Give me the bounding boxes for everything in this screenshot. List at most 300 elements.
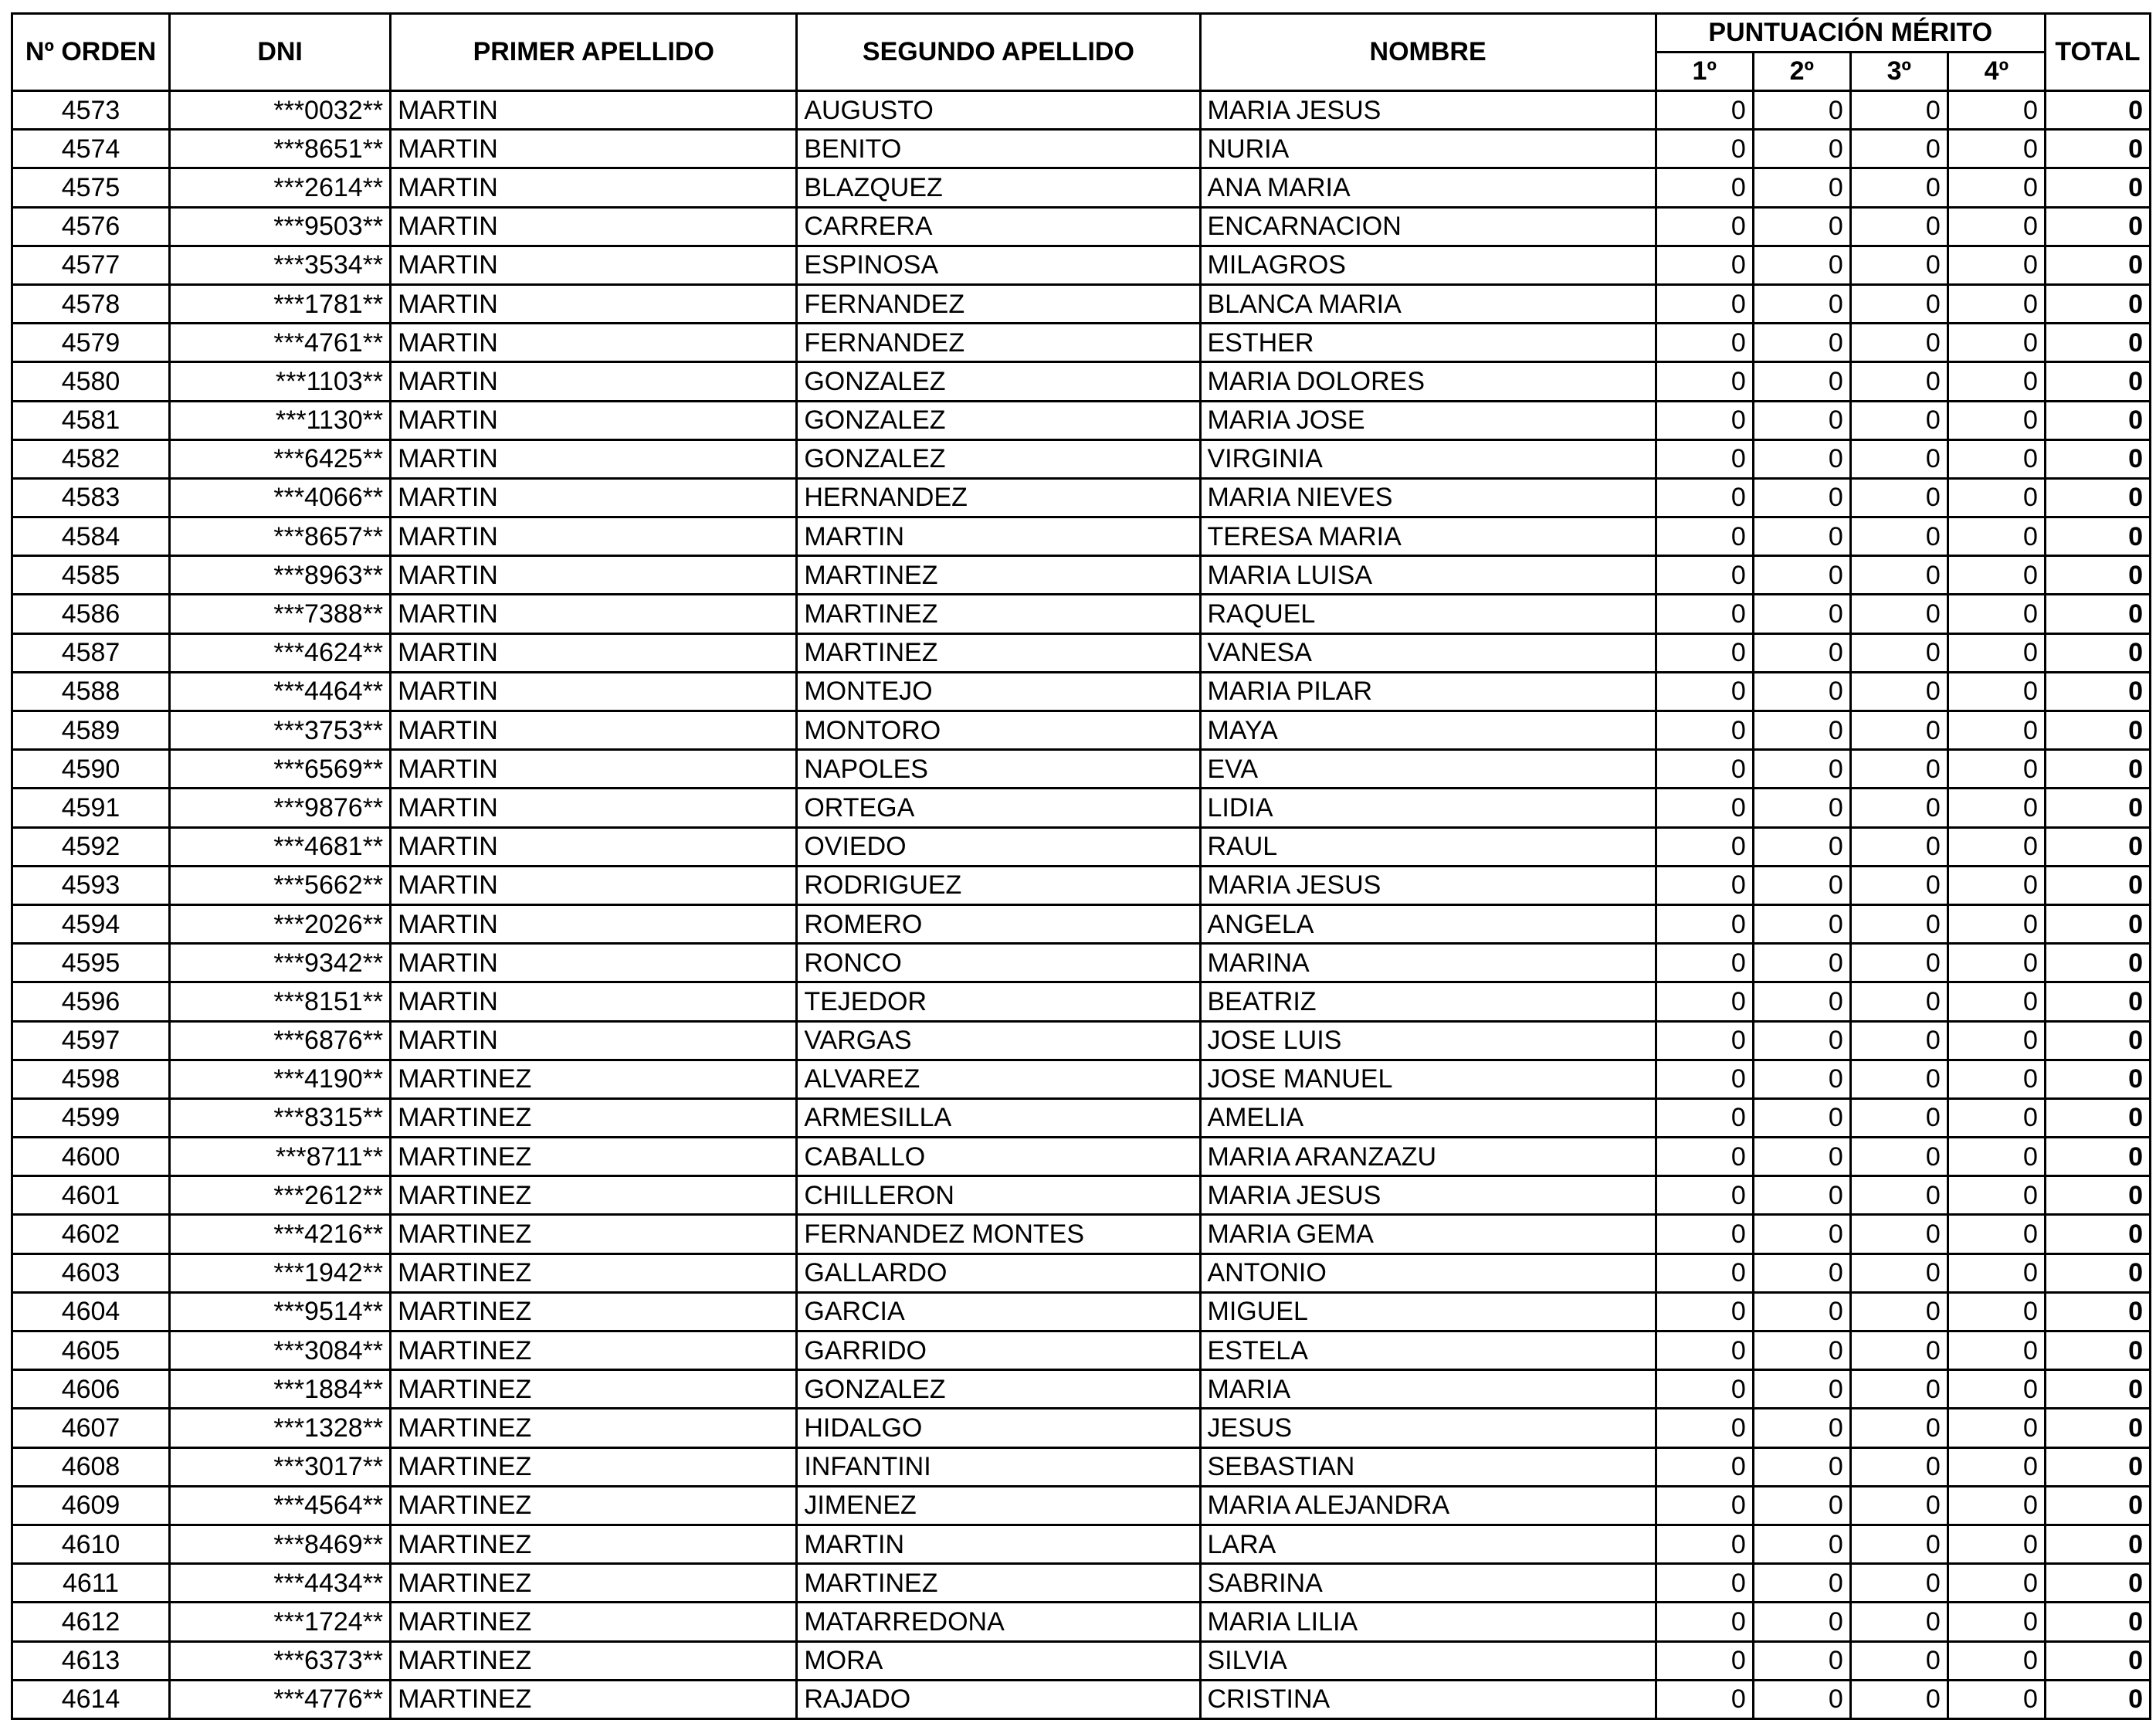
cell-dni: ***1724** xyxy=(170,1603,391,1641)
table-row xyxy=(12,595,2151,633)
cell-merito-1: 0 xyxy=(1656,944,1753,982)
cell-nombre: ESTHER xyxy=(1200,324,1656,362)
cell-total: 0 xyxy=(2045,789,2150,827)
cell-merito-1: 0 xyxy=(1656,324,1753,362)
cell-nombre: BLANCA MARIA xyxy=(1200,284,1656,323)
cell-orden: 4573 xyxy=(12,91,170,130)
cell-nombre: JOSE LUIS xyxy=(1200,1021,1656,1060)
cell-total: 0 xyxy=(2045,556,2150,595)
cell-primer-apellido: MARTIN xyxy=(391,750,797,789)
cell-merito-1: 0 xyxy=(1656,517,1753,556)
cell-merito-2: 0 xyxy=(1753,711,1850,750)
cell-dni: ***3084** xyxy=(170,1331,391,1370)
cell-segundo-apellido: MORA xyxy=(797,1641,1200,1680)
cell-dni: ***9342** xyxy=(170,944,391,982)
cell-dni: ***4761** xyxy=(170,324,391,362)
cell-total: 0 xyxy=(2045,246,2150,284)
cell-merito-1: 0 xyxy=(1656,789,1753,827)
cell-orden: 4585 xyxy=(12,556,170,595)
cell-primer-apellido: MARTIN xyxy=(391,478,797,517)
cell-merito-2: 0 xyxy=(1753,789,1850,827)
cell-orden: 4596 xyxy=(12,982,170,1021)
cell-total: 0 xyxy=(2045,1292,2150,1331)
cell-merito-1: 0 xyxy=(1656,595,1753,633)
cell-primer-apellido: MARTINEZ xyxy=(391,1641,797,1680)
cell-primer-apellido: MARTIN xyxy=(391,633,797,672)
cell-primer-apellido: MARTIN xyxy=(391,595,797,633)
cell-merito-4: 0 xyxy=(1948,284,2045,323)
cell-merito-2: 0 xyxy=(1753,1680,1850,1718)
cell-segundo-apellido: GALLARDO xyxy=(797,1253,1200,1292)
cell-primer-apellido: MARTINEZ xyxy=(391,1525,797,1563)
cell-merito-3: 0 xyxy=(1850,1331,1948,1370)
cell-primer-apellido: MARTIN xyxy=(391,1021,797,1060)
cell-segundo-apellido: RAJADO xyxy=(797,1680,1200,1718)
cell-dni: ***8651** xyxy=(170,130,391,168)
cell-orden: 4601 xyxy=(12,1176,170,1215)
cell-merito-4: 0 xyxy=(1948,1253,2045,1292)
cell-merito-2: 0 xyxy=(1753,1564,1850,1603)
cell-total: 0 xyxy=(2045,401,2150,439)
cell-dni: ***8963** xyxy=(170,556,391,595)
cell-merito-3: 0 xyxy=(1850,1370,1948,1409)
cell-total: 0 xyxy=(2045,130,2150,168)
cell-segundo-apellido: MONTEJO xyxy=(797,672,1200,711)
cell-merito-1: 0 xyxy=(1656,827,1753,866)
cell-nombre: MARIA PILAR xyxy=(1200,672,1656,711)
cell-orden: 4592 xyxy=(12,827,170,866)
cell-segundo-apellido: MARTINEZ xyxy=(797,595,1200,633)
cell-merito-4: 0 xyxy=(1948,1680,2045,1718)
cell-segundo-apellido: OVIEDO xyxy=(797,827,1200,866)
cell-merito-2: 0 xyxy=(1753,1292,1850,1331)
cell-segundo-apellido: BLAZQUEZ xyxy=(797,168,1200,207)
cell-dni: ***8657** xyxy=(170,517,391,556)
cell-merito-3: 0 xyxy=(1850,362,1948,401)
cell-nombre: VIRGINIA xyxy=(1200,439,1656,478)
cell-dni: ***9503** xyxy=(170,207,391,246)
cell-merito-1: 0 xyxy=(1656,1138,1753,1176)
cell-nombre: MARIA DOLORES xyxy=(1200,362,1656,401)
cell-merito-4: 0 xyxy=(1948,711,2045,750)
cell-merito-4: 0 xyxy=(1948,1021,2045,1060)
cell-merito-3: 0 xyxy=(1850,1409,1948,1447)
cell-orden: 4603 xyxy=(12,1253,170,1292)
cell-merito-4: 0 xyxy=(1948,1486,2045,1525)
cell-merito-3: 0 xyxy=(1850,284,1948,323)
cell-dni: ***8151** xyxy=(170,982,391,1021)
cell-segundo-apellido: MARTINEZ xyxy=(797,556,1200,595)
cell-merito-1: 0 xyxy=(1656,1603,1753,1641)
cell-orden: 4602 xyxy=(12,1215,170,1253)
cell-total: 0 xyxy=(2045,1021,2150,1060)
cell-segundo-apellido: MARTIN xyxy=(797,1525,1200,1563)
cell-merito-2: 0 xyxy=(1753,401,1850,439)
cell-merito-2: 0 xyxy=(1753,904,1850,943)
cell-merito-2: 0 xyxy=(1753,982,1850,1021)
cell-merito-3: 0 xyxy=(1850,827,1948,866)
cell-nombre: MARIA JESUS xyxy=(1200,1176,1656,1215)
cell-merito-3: 0 xyxy=(1850,789,1948,827)
table-row xyxy=(12,866,2151,904)
cell-orden: 4591 xyxy=(12,789,170,827)
cell-orden: 4587 xyxy=(12,633,170,672)
cell-orden: 4594 xyxy=(12,904,170,943)
header-row xyxy=(12,14,2151,53)
cell-orden: 4613 xyxy=(12,1641,170,1680)
cell-total: 0 xyxy=(2045,1176,2150,1215)
table-row xyxy=(12,1525,2151,1563)
cell-merito-3: 0 xyxy=(1850,672,1948,711)
cell-merito-1: 0 xyxy=(1656,168,1753,207)
cell-merito-4: 0 xyxy=(1948,168,2045,207)
cell-orden: 4604 xyxy=(12,1292,170,1331)
table-row xyxy=(12,1253,2151,1292)
cell-dni: ***9514** xyxy=(170,1292,391,1331)
cell-merito-2: 0 xyxy=(1753,1603,1850,1641)
cell-dni: ***4190** xyxy=(170,1060,391,1098)
cell-primer-apellido: MARTINEZ xyxy=(391,1292,797,1331)
cell-primer-apellido: MARTIN xyxy=(391,207,797,246)
cell-segundo-apellido: ARMESILLA xyxy=(797,1098,1200,1137)
cell-merito-3: 0 xyxy=(1850,1603,1948,1641)
cell-total: 0 xyxy=(2045,904,2150,943)
cell-nombre: NURIA xyxy=(1200,130,1656,168)
header-puntuacion-merito: PUNTUACIÓN MÉRITO xyxy=(1656,14,2045,53)
table-row xyxy=(12,1603,2151,1641)
cell-total: 0 xyxy=(2045,866,2150,904)
cell-merito-4: 0 xyxy=(1948,207,2045,246)
cell-dni: ***4624** xyxy=(170,633,391,672)
cell-total: 0 xyxy=(2045,168,2150,207)
cell-merito-4: 0 xyxy=(1948,1641,2045,1680)
cell-total: 0 xyxy=(2045,1486,2150,1525)
table-row xyxy=(12,1486,2151,1525)
cell-primer-apellido: MARTIN xyxy=(391,982,797,1021)
cell-segundo-apellido: RONCO xyxy=(797,944,1200,982)
cell-merito-4: 0 xyxy=(1948,1603,2045,1641)
table-row xyxy=(12,1564,2151,1603)
cell-orden: 4579 xyxy=(12,324,170,362)
cell-nombre: MARIA xyxy=(1200,1370,1656,1409)
cell-merito-4: 0 xyxy=(1948,1176,2045,1215)
cell-merito-2: 0 xyxy=(1753,1215,1850,1253)
cell-total: 0 xyxy=(2045,1253,2150,1292)
cell-nombre: MARIA JESUS xyxy=(1200,91,1656,130)
cell-merito-2: 0 xyxy=(1753,246,1850,284)
cell-nombre: MARIA JOSE xyxy=(1200,401,1656,439)
cell-merito-3: 0 xyxy=(1850,1098,1948,1137)
cell-merito-2: 0 xyxy=(1753,517,1850,556)
cell-primer-apellido: MARTIN xyxy=(391,517,797,556)
cell-segundo-apellido: NAPOLES xyxy=(797,750,1200,789)
cell-orden: 4598 xyxy=(12,1060,170,1098)
cell-segundo-apellido: GONZALEZ xyxy=(797,362,1200,401)
cell-merito-1: 0 xyxy=(1656,439,1753,478)
cell-merito-3: 0 xyxy=(1850,982,1948,1021)
table-body xyxy=(12,91,2151,1719)
cell-dni: ***6569** xyxy=(170,750,391,789)
cell-merito-4: 0 xyxy=(1948,517,2045,556)
cell-segundo-apellido: ALVAREZ xyxy=(797,1060,1200,1098)
header-segundo-apellido: SEGUNDO APELLIDO xyxy=(797,14,1200,91)
cell-merito-3: 0 xyxy=(1850,439,1948,478)
cell-merito-4: 0 xyxy=(1948,439,2045,478)
cell-total: 0 xyxy=(2045,1215,2150,1253)
cell-dni: ***4564** xyxy=(170,1486,391,1525)
cell-nombre: RAUL xyxy=(1200,827,1656,866)
cell-primer-apellido: MARTIN xyxy=(391,711,797,750)
table-row xyxy=(12,1370,2151,1409)
cell-merito-4: 0 xyxy=(1948,982,2045,1021)
cell-merito-2: 0 xyxy=(1753,168,1850,207)
cell-merito-2: 0 xyxy=(1753,130,1850,168)
cell-merito-1: 0 xyxy=(1656,672,1753,711)
table-row xyxy=(12,1447,2151,1486)
cell-dni: ***6373** xyxy=(170,1641,391,1680)
cell-segundo-apellido: HIDALGO xyxy=(797,1409,1200,1447)
cell-merito-1: 0 xyxy=(1656,1525,1753,1563)
cell-nombre: AMELIA xyxy=(1200,1098,1656,1137)
cell-merito-1: 0 xyxy=(1656,401,1753,439)
cell-merito-2: 0 xyxy=(1753,866,1850,904)
cell-nombre: SABRINA xyxy=(1200,1564,1656,1603)
table-row xyxy=(12,517,2151,556)
cell-merito-1: 0 xyxy=(1656,130,1753,168)
cell-segundo-apellido: GONZALEZ xyxy=(797,1370,1200,1409)
table-row xyxy=(12,1292,2151,1331)
cell-dni: ***9876** xyxy=(170,789,391,827)
cell-segundo-apellido: ORTEGA xyxy=(797,789,1200,827)
cell-dni: ***4216** xyxy=(170,1215,391,1253)
cell-dni: ***7388** xyxy=(170,595,391,633)
table-row xyxy=(12,168,2151,207)
cell-merito-3: 0 xyxy=(1850,1060,1948,1098)
cell-merito-1: 0 xyxy=(1656,556,1753,595)
cell-merito-2: 0 xyxy=(1753,1098,1850,1137)
cell-merito-1: 0 xyxy=(1656,362,1753,401)
table-row xyxy=(12,1176,2151,1215)
cell-merito-1: 0 xyxy=(1656,982,1753,1021)
cell-merito-1: 0 xyxy=(1656,1060,1753,1098)
cell-total: 0 xyxy=(2045,324,2150,362)
cell-merito-1: 0 xyxy=(1656,1564,1753,1603)
cell-total: 0 xyxy=(2045,1564,2150,1603)
cell-merito-4: 0 xyxy=(1948,789,2045,827)
cell-dni: ***1884** xyxy=(170,1370,391,1409)
cell-merito-1: 0 xyxy=(1656,1215,1753,1253)
cell-merito-2: 0 xyxy=(1753,1253,1850,1292)
cell-orden: 4605 xyxy=(12,1331,170,1370)
header-merito-3: 3º xyxy=(1850,53,1948,91)
cell-nombre: LIDIA xyxy=(1200,789,1656,827)
cell-dni: ***3753** xyxy=(170,711,391,750)
table-row xyxy=(12,944,2151,982)
cell-merito-2: 0 xyxy=(1753,1409,1850,1447)
cell-dni: ***2614** xyxy=(170,168,391,207)
cell-merito-3: 0 xyxy=(1850,1641,1948,1680)
header-merito-2: 2º xyxy=(1753,53,1850,91)
table-row xyxy=(12,827,2151,866)
cell-nombre: SILVIA xyxy=(1200,1641,1656,1680)
cell-segundo-apellido: MONTORO xyxy=(797,711,1200,750)
cell-merito-3: 0 xyxy=(1850,401,1948,439)
cell-merito-4: 0 xyxy=(1948,91,2045,130)
cell-total: 0 xyxy=(2045,944,2150,982)
cell-segundo-apellido: CARRERA xyxy=(797,207,1200,246)
cell-merito-3: 0 xyxy=(1850,866,1948,904)
cell-merito-4: 0 xyxy=(1948,1215,2045,1253)
cell-nombre: ANA MARIA xyxy=(1200,168,1656,207)
cell-dni: ***5662** xyxy=(170,866,391,904)
cell-merito-3: 0 xyxy=(1850,517,1948,556)
cell-merito-2: 0 xyxy=(1753,556,1850,595)
cell-dni: ***2026** xyxy=(170,904,391,943)
cell-segundo-apellido: ROMERO xyxy=(797,904,1200,943)
cell-nombre: MARIA LUISA xyxy=(1200,556,1656,595)
table-row xyxy=(12,1641,2151,1680)
cell-primer-apellido: MARTINEZ xyxy=(391,1564,797,1603)
header-dni: DNI xyxy=(170,14,391,91)
cell-merito-3: 0 xyxy=(1850,324,1948,362)
cell-merito-3: 0 xyxy=(1850,1486,1948,1525)
header-merito-4: 4º xyxy=(1948,53,2045,91)
cell-merito-1: 0 xyxy=(1656,1370,1753,1409)
cell-merito-4: 0 xyxy=(1948,672,2045,711)
cell-orden: 4580 xyxy=(12,362,170,401)
cell-total: 0 xyxy=(2045,633,2150,672)
cell-primer-apellido: MARTINEZ xyxy=(391,1176,797,1215)
table-row xyxy=(12,904,2151,943)
cell-merito-2: 0 xyxy=(1753,633,1850,672)
cell-primer-apellido: MARTIN xyxy=(391,439,797,478)
cell-orden: 4589 xyxy=(12,711,170,750)
cell-segundo-apellido: BENITO xyxy=(797,130,1200,168)
cell-merito-3: 0 xyxy=(1850,168,1948,207)
cell-nombre: MARIA NIEVES xyxy=(1200,478,1656,517)
cell-merito-2: 0 xyxy=(1753,362,1850,401)
cell-nombre: RAQUEL xyxy=(1200,595,1656,633)
cell-segundo-apellido: CABALLO xyxy=(797,1138,1200,1176)
cell-total: 0 xyxy=(2045,362,2150,401)
cell-merito-4: 0 xyxy=(1948,904,2045,943)
cell-primer-apellido: MARTINEZ xyxy=(391,1331,797,1370)
table-row xyxy=(12,207,2151,246)
cell-orden: 4612 xyxy=(12,1603,170,1641)
cell-dni: ***1942** xyxy=(170,1253,391,1292)
cell-merito-2: 0 xyxy=(1753,1138,1850,1176)
cell-segundo-apellido: CHILLERON xyxy=(797,1176,1200,1215)
cell-primer-apellido: MARTIN xyxy=(391,91,797,130)
cell-total: 0 xyxy=(2045,711,2150,750)
cell-dni: ***4066** xyxy=(170,478,391,517)
cell-orden: 4593 xyxy=(12,866,170,904)
cell-orden: 4575 xyxy=(12,168,170,207)
cell-orden: 4610 xyxy=(12,1525,170,1563)
cell-total: 0 xyxy=(2045,517,2150,556)
cell-primer-apellido: MARTINEZ xyxy=(391,1370,797,1409)
cell-orden: 4584 xyxy=(12,517,170,556)
cell-merito-3: 0 xyxy=(1850,130,1948,168)
table-row xyxy=(12,556,2151,595)
cell-merito-1: 0 xyxy=(1656,1292,1753,1331)
table-row xyxy=(12,1138,2151,1176)
cell-dni: ***8711** xyxy=(170,1138,391,1176)
cell-orden: 4578 xyxy=(12,284,170,323)
cell-merito-3: 0 xyxy=(1850,1525,1948,1563)
cell-nombre: EVA xyxy=(1200,750,1656,789)
cell-segundo-apellido: FERNANDEZ xyxy=(797,284,1200,323)
cell-merito-2: 0 xyxy=(1753,827,1850,866)
cell-merito-2: 0 xyxy=(1753,439,1850,478)
header-orden: Nº ORDEN xyxy=(12,14,170,91)
cell-segundo-apellido: VARGAS xyxy=(797,1021,1200,1060)
cell-primer-apellido: MARTIN xyxy=(391,284,797,323)
cell-total: 0 xyxy=(2045,1525,2150,1563)
cell-merito-1: 0 xyxy=(1656,1331,1753,1370)
cell-dni: ***0032** xyxy=(170,91,391,130)
cell-merito-4: 0 xyxy=(1948,1138,2045,1176)
cell-primer-apellido: MARTINEZ xyxy=(391,1447,797,1486)
cell-segundo-apellido: RODRIGUEZ xyxy=(797,866,1200,904)
cell-merito-4: 0 xyxy=(1948,130,2045,168)
cell-merito-2: 0 xyxy=(1753,284,1850,323)
cell-merito-3: 0 xyxy=(1850,1564,1948,1603)
cell-orden: 4597 xyxy=(12,1021,170,1060)
table-row xyxy=(12,130,2151,168)
cell-orden: 4577 xyxy=(12,246,170,284)
cell-segundo-apellido: GONZALEZ xyxy=(797,401,1200,439)
table-row xyxy=(12,672,2151,711)
cell-primer-apellido: MARTIN xyxy=(391,168,797,207)
cell-orden: 4581 xyxy=(12,401,170,439)
cell-dni: ***2612** xyxy=(170,1176,391,1215)
cell-merito-4: 0 xyxy=(1948,1447,2045,1486)
cell-merito-1: 0 xyxy=(1656,1680,1753,1718)
cell-merito-1: 0 xyxy=(1656,284,1753,323)
cell-merito-2: 0 xyxy=(1753,1021,1850,1060)
cell-merito-2: 0 xyxy=(1753,944,1850,982)
cell-nombre: MARIA ARANZAZU xyxy=(1200,1138,1656,1176)
cell-nombre: BEATRIZ xyxy=(1200,982,1656,1021)
cell-primer-apellido: MARTIN xyxy=(391,324,797,362)
cell-total: 0 xyxy=(2045,1370,2150,1409)
cell-primer-apellido: MARTINEZ xyxy=(391,1253,797,1292)
cell-orden: 4586 xyxy=(12,595,170,633)
cell-dni: ***6876** xyxy=(170,1021,391,1060)
table-row xyxy=(12,1021,2151,1060)
cell-segundo-apellido: FERNANDEZ MONTES xyxy=(797,1215,1200,1253)
cell-merito-4: 0 xyxy=(1948,866,2045,904)
cell-primer-apellido: MARTINEZ xyxy=(391,1060,797,1098)
cell-primer-apellido: MARTIN xyxy=(391,672,797,711)
table-row xyxy=(12,1098,2151,1137)
cell-merito-2: 0 xyxy=(1753,1060,1850,1098)
cell-merito-2: 0 xyxy=(1753,1176,1850,1215)
cell-total: 0 xyxy=(2045,284,2150,323)
cell-segundo-apellido: GONZALEZ xyxy=(797,439,1200,478)
cell-primer-apellido: MARTIN xyxy=(391,866,797,904)
header-merito-1: 1º xyxy=(1656,53,1753,91)
cell-total: 0 xyxy=(2045,1447,2150,1486)
cell-merito-1: 0 xyxy=(1656,633,1753,672)
cell-primer-apellido: MARTINEZ xyxy=(391,1486,797,1525)
cell-merito-3: 0 xyxy=(1850,556,1948,595)
cell-segundo-apellido: GARCIA xyxy=(797,1292,1200,1331)
cell-merito-1: 0 xyxy=(1656,91,1753,130)
cell-nombre: MARINA xyxy=(1200,944,1656,982)
cell-merito-4: 0 xyxy=(1948,246,2045,284)
